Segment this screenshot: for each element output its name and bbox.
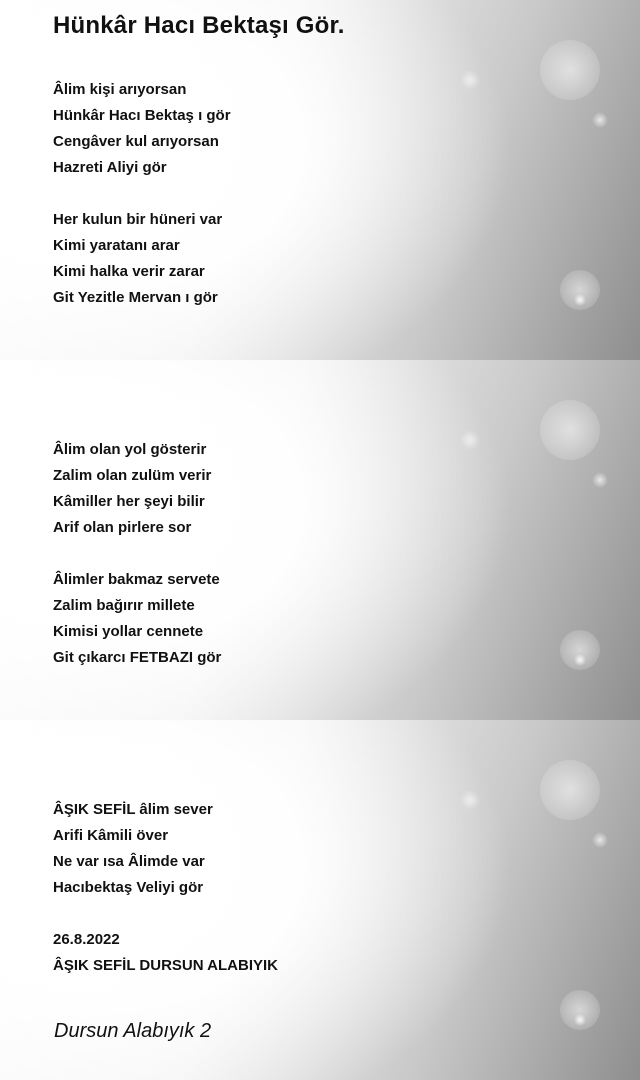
- bokeh-decoration: [540, 400, 600, 460]
- bokeh-decoration: [540, 760, 600, 820]
- poem-line: Zalim olan zulüm verir: [53, 467, 212, 484]
- bokeh-decoration: [540, 40, 600, 100]
- poem-panel-3: [0, 720, 640, 1080]
- poem-line: Âlimler bakmaz servete: [53, 571, 220, 588]
- poem-line: Kimi yaratanı arar: [53, 237, 180, 254]
- poem-line: Arifi Kâmili över: [53, 827, 169, 844]
- stanza: [53, 437, 211, 541]
- poem-title: Hünkâr Hacı Bektaşı Gör.: [53, 12, 345, 39]
- poem-panel-2: [0, 360, 640, 720]
- stanza: [53, 77, 231, 181]
- poem-line: Hazreti Aliyi gör: [53, 159, 167, 176]
- poem-line: Kâmiller her şeyi bilir: [53, 493, 205, 510]
- poem-line: Âlim kişi arıyorsan: [53, 81, 187, 98]
- poem-date: 26.8.2022: [53, 931, 120, 948]
- poem-line: Ne var ısa Âlimde var: [53, 853, 205, 870]
- poem-line: ÂŞIK SEFİL âlim sever: [53, 801, 213, 818]
- stanza: [53, 797, 213, 901]
- poem-signature: ÂŞIK SEFİL DURSUN ALABIYIK: [53, 957, 279, 974]
- poem-line: Arif olan pirlere sor: [53, 519, 192, 536]
- stanza: [53, 207, 222, 311]
- poem-panel-1: [0, 0, 640, 360]
- poem-line: Âlim olan yol gösterir: [53, 441, 207, 458]
- poem-line: Zalim bağırır millete: [53, 597, 195, 614]
- signature-block: [53, 927, 278, 979]
- poem-line: Git çıkarcı FETBAZI gör: [53, 649, 222, 666]
- author-name: Dursun Alabıyık 2: [54, 1020, 212, 1042]
- bokeh-decoration: [560, 990, 600, 1030]
- poem-line: Cengâver kul arıyorsan: [53, 133, 219, 150]
- bokeh-decoration: [560, 630, 600, 670]
- bokeh-decoration: [560, 270, 600, 310]
- poem-line: Git Yezitle Mervan ı gör: [53, 289, 218, 306]
- poem-line: Kimisi yollar cennete: [53, 623, 204, 640]
- poem-line: Hacıbektaş Veliyi gör: [53, 879, 204, 896]
- stanza: [53, 567, 221, 671]
- poem-line: Her kulun bir hüneri var: [53, 211, 223, 228]
- poem-line: Hünkâr Hacı Bektaş ı gör: [53, 107, 231, 124]
- poem-line: Kimi halka verir zarar: [53, 263, 205, 280]
